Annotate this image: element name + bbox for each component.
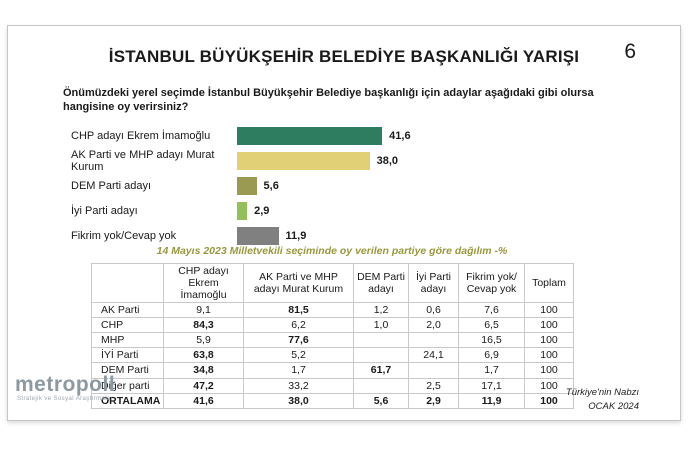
table-cell: 100	[525, 303, 574, 318]
table-cell: 6,9	[459, 348, 525, 363]
bar-track	[237, 127, 411, 145]
bar-row	[71, 148, 411, 173]
table-row	[92, 378, 574, 393]
table-cell: 1,7	[244, 363, 354, 378]
table-cell: 38,0	[244, 393, 354, 408]
table-row	[92, 348, 574, 363]
bar-value-label: 38,0	[376, 154, 399, 167]
table-cell: 61,7	[354, 363, 409, 378]
bar	[237, 227, 279, 245]
bar	[237, 202, 247, 220]
column-header: AK Parti ve MHP adayı Murat Kurum	[244, 264, 354, 303]
table-cell: 0,6	[409, 303, 459, 318]
table-body	[92, 303, 574, 408]
table-cell: 100	[525, 393, 574, 408]
bar-category-label: CHP adayı Ekrem İmamoğlu	[71, 129, 211, 142]
footer-note-line1: Türkiye'nin Nabzı	[565, 387, 639, 398]
table-cell	[409, 333, 459, 348]
table-cell: 1,7	[459, 363, 525, 378]
table-cell: 17,1	[459, 378, 525, 393]
table-cell	[409, 363, 459, 378]
table-cell: 16,5	[459, 333, 525, 348]
bar-track	[237, 202, 269, 220]
table-caption: 14 Mayıs 2023 Milletvekili seçiminde oy verilen partiye göre dağılım -%	[156, 245, 508, 257]
table-cell: 1,0	[354, 318, 409, 333]
table-cell: 100	[525, 378, 574, 393]
bar-track	[237, 152, 398, 170]
bar-value-label: 2,9	[254, 204, 270, 217]
row-label: ORTALAMA	[92, 393, 164, 408]
bar	[237, 152, 370, 170]
table-cell: 5,2	[244, 348, 354, 363]
bar-value-label: 41,6	[389, 129, 411, 142]
logo-tagline: Stratejik ve Sosyal Araştırmalar	[17, 396, 114, 402]
bar	[237, 127, 382, 145]
bar-value-label: 11,9	[285, 229, 307, 242]
table-row	[92, 303, 574, 318]
bar	[237, 177, 257, 195]
table-cell: 2,5	[409, 378, 459, 393]
row-label: İYİ Parti	[92, 348, 164, 363]
column-header: Fikrim yok/ Cevap yok	[459, 264, 525, 303]
table-cell: 33,2	[244, 378, 354, 393]
row-label: DEM Parti	[92, 363, 164, 378]
row-label: MHP	[92, 333, 164, 348]
bar-category-label: Fikrim yok/Cevap yok	[71, 229, 177, 242]
column-header: CHP adayı Ekrem İmamoğlu	[164, 264, 244, 303]
table-row	[92, 363, 574, 378]
table-cell: 34,8	[164, 363, 244, 378]
slide	[7, 25, 681, 421]
table-row	[92, 333, 574, 348]
table-cell: 11,9	[459, 393, 525, 408]
row-label: Diğer parti	[92, 378, 164, 393]
table-cell: 5,9	[164, 333, 244, 348]
bar-category-label: DEM Parti adayı	[71, 179, 152, 192]
table-cell: 2,9	[409, 393, 459, 408]
table-cell	[354, 378, 409, 393]
table-cell: 6,5	[459, 318, 525, 333]
column-header: DEM Parti adayı	[354, 264, 409, 303]
table-cell: 5,6	[354, 393, 409, 408]
table-cell: 2,0	[409, 318, 459, 333]
bar-row	[71, 173, 411, 198]
table-cell: 1,2	[354, 303, 409, 318]
table-cell: 7,6	[459, 303, 525, 318]
table-cell: 9,1	[164, 303, 244, 318]
row-label: CHP	[92, 318, 164, 333]
table-cell: 84,3	[164, 318, 244, 333]
column-header: Toplam	[525, 264, 574, 303]
table-cell: 63,8	[164, 348, 244, 363]
table-cell: 24,1	[409, 348, 459, 363]
results-table	[91, 263, 574, 409]
bar-row	[71, 198, 411, 223]
table-row	[92, 393, 574, 408]
table-cell	[354, 348, 409, 363]
slide-title: İSTANBUL BÜYÜKŞEHİR BELEDİYE BAŞKANLIĞI YARIŞI	[108, 47, 580, 66]
column-header: İyi Parti adayı	[409, 264, 459, 303]
table-cell: 100	[525, 318, 574, 333]
row-label: AK Parti	[92, 303, 164, 318]
column-header	[92, 264, 164, 303]
bar-track	[237, 227, 306, 245]
table-cell	[354, 333, 409, 348]
page-number: 6	[624, 40, 636, 63]
bar-category-label: İyi Parti adayı	[71, 204, 138, 217]
footer-note-line2: OCAK 2024	[588, 400, 639, 412]
footer-note	[566, 386, 639, 414]
table-cell: 41,6	[164, 393, 244, 408]
table-cell: 47,2	[164, 378, 244, 393]
table-cell: 81,5	[244, 303, 354, 318]
table-cell: 100	[525, 363, 574, 378]
bar-row	[71, 123, 411, 148]
table-cell: 77,6	[244, 333, 354, 348]
table-cell: 100	[525, 348, 574, 363]
bar-value-label: 5,6	[263, 179, 279, 192]
table-header-row	[92, 264, 574, 303]
logo-wordmark: metropoll	[15, 373, 116, 396]
table-row	[92, 318, 574, 333]
bar-category-label: AK Parti ve MHP adayı Murat Kurum	[71, 148, 215, 173]
bar-track	[237, 177, 279, 195]
survey-question: Önümüzdeki yerel seçimde İstanbul Büyükşehir Belediye başkanlığı için adaylar aşağıdaki gibi olursa hangisine oy verirsiniz?	[63, 87, 594, 114]
table-cell: 100	[525, 333, 574, 348]
bar-chart	[71, 123, 411, 248]
table-cell: 6,2	[244, 318, 354, 333]
metropoll-logo	[15, 374, 115, 402]
